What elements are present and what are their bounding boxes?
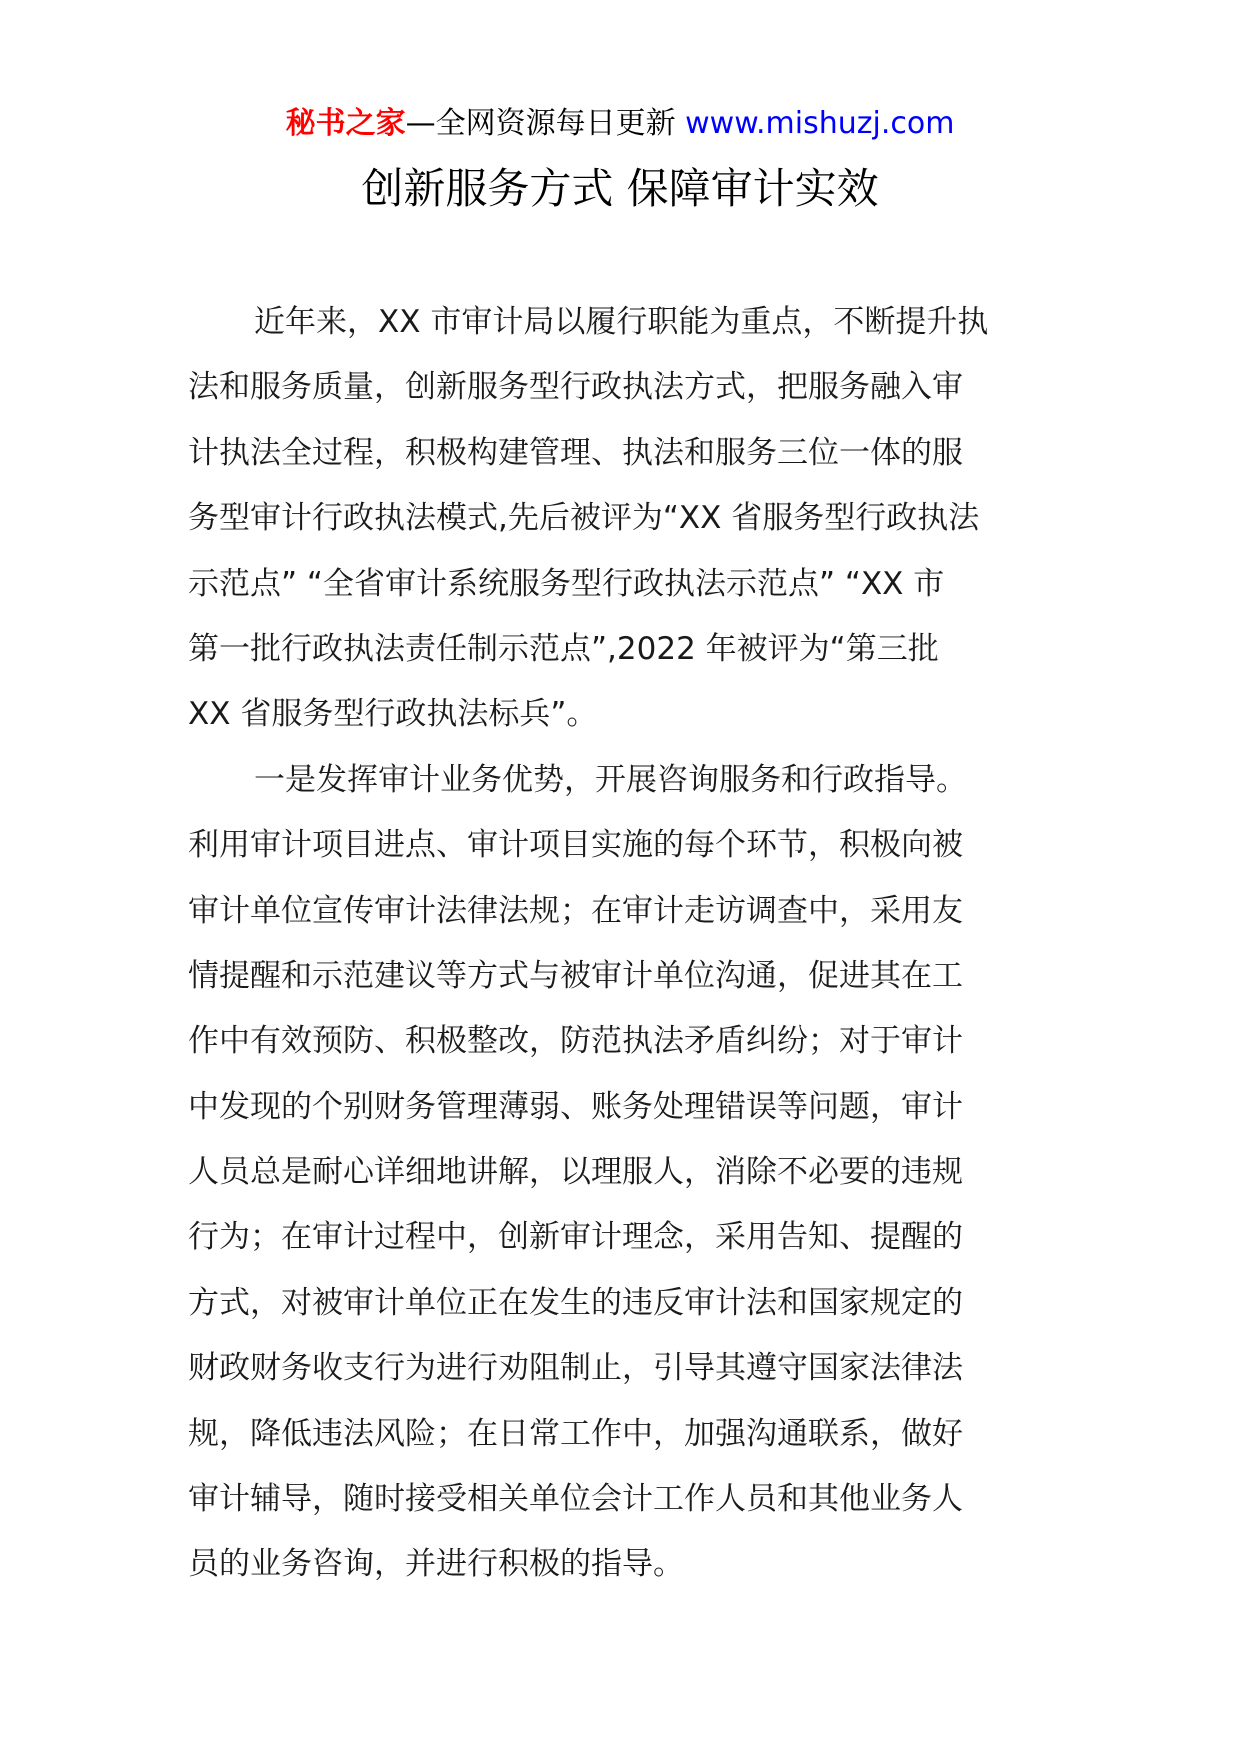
paragraph-line: 财政财务收支行为进行劝阻制止，引导其遵守国家法律法 bbox=[188, 1350, 963, 1387]
paragraph-line: 规，降低违法风险；在日常工作中，加强沟通联系，做好 bbox=[188, 1415, 963, 1452]
paragraph-line: 员的业务咨询，并进行积极的指导。 bbox=[188, 1546, 684, 1583]
paragraph-line: 务型审计行政执法模式,先后被评为“XX 省服务型行政执法 bbox=[188, 500, 980, 537]
site-header bbox=[0, 104, 1240, 144]
paragraph-line: 法和服务质量，创新服务型行政执法方式，把服务融入审 bbox=[188, 369, 963, 406]
paragraph-line: 作中有效预防、积极整改，防范执法矛盾纠纷；对于审计 bbox=[188, 1023, 963, 1060]
paragraph-line: 示范点” “全省审计系统服务型行政执法示范点” “XX 市 bbox=[188, 565, 945, 602]
paragraph-line: 中发现的个别财务管理薄弱、账务处理错误等问题，审计 bbox=[188, 1088, 963, 1125]
paragraph-line: 审计单位宣传审计法律法规；在审计走访调查中，采用友 bbox=[188, 892, 963, 929]
paragraph-line: 方式，对被审计单位正在发生的违反审计法和国家规定的 bbox=[188, 1284, 963, 1321]
paragraph-line: 近年来，XX 市审计局以履行职能为重点，不断提升执 bbox=[254, 304, 989, 340]
paragraph-line: XX 省服务型行政执法标兵”。 bbox=[188, 696, 598, 733]
paragraph-section-one bbox=[188, 748, 1068, 1598]
paragraph-line: 利用审计项目进点、审计项目实施的每个环节，积极向被 bbox=[188, 827, 963, 864]
paragraph-line: 情提醒和示范建议等方式与被审计单位沟通，促进其在工 bbox=[188, 957, 963, 994]
paragraph-line: 第一批行政执法责任制示范点”,2022 年被评为“第三批 bbox=[188, 630, 939, 667]
header-slogan: —全网资源每日更新 bbox=[405, 106, 686, 141]
paragraph-line: 行为；在审计过程中，创新审计理念，采用告知、提醒的 bbox=[188, 1219, 963, 1256]
paragraph-line: 计执法全过程，积极构建管理、执法和服务三位一体的服 bbox=[188, 434, 963, 471]
document-title: 创新服务方式 保障审计实效 bbox=[361, 164, 879, 213]
paragraph-line: 审计辅导，随时接受相关单位会计工作人员和其他业务人 bbox=[188, 1481, 963, 1518]
site-url-link[interactable]: www.mishuzj.com bbox=[685, 106, 955, 141]
paragraph-intro bbox=[188, 290, 1068, 748]
paragraph-line: 人员总是耐心详细地讲解，以理服人，消除不必要的违规 bbox=[188, 1154, 963, 1191]
article-body bbox=[188, 290, 1068, 1598]
brand-name: 秘书之家 bbox=[285, 106, 406, 141]
paragraph-line: 一是发挥审计业务优势，开展咨询服务和行政指导。 bbox=[254, 761, 967, 798]
